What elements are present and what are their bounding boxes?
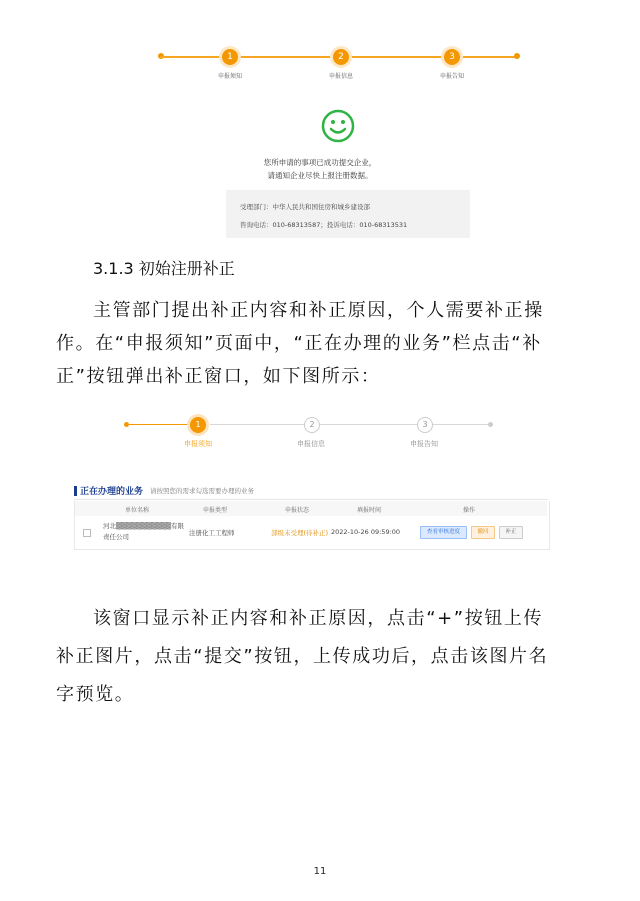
- progress-end-dot: [514, 53, 520, 59]
- unit-name-line1: 河北▒▒▒▒▒▒▒▒▒▒▒有限: [103, 522, 184, 530]
- paragraph-2-line-1: 该窗口显示补正内容和补正原因，点击“+”按钮上传: [93, 608, 544, 629]
- step-3-circle[interactable]: 3: [417, 417, 433, 433]
- paragraph-1-line-3: 正”按钮弹出补正窗口，如下图所示：: [56, 366, 381, 387]
- paragraph-1-line-2: 作。在“申报须知”页面中，“正在办理的业务”栏点击“补: [56, 333, 542, 354]
- section-title: 正在办理的业务: [80, 487, 144, 497]
- progress-track-pending: [210, 424, 490, 425]
- view-progress-button[interactable]: 查看审核进度: [420, 526, 467, 539]
- page-number: 11: [313, 866, 327, 877]
- step-1-circle[interactable]: 1: [190, 417, 206, 433]
- divider: [74, 499, 548, 500]
- col-type: 申报类型: [203, 507, 228, 514]
- row-checkbox[interactable]: [83, 529, 91, 537]
- success-message-line2: 请通知企业尽快上报注册数据。: [267, 171, 373, 180]
- step-1-circle: 1: [222, 49, 238, 65]
- section-marker: [74, 486, 77, 496]
- step-1-label: 申报须知: [217, 73, 242, 80]
- section-hint: 请按照您的需求勾选需要办理的业务: [150, 487, 254, 495]
- col-status: 申报状态: [285, 507, 310, 514]
- step-2-circle: 2: [333, 49, 349, 65]
- paragraph-1-line-1: 主管部门提出补正内容和补正原因，个人需要补正操: [93, 300, 544, 321]
- accepting-department: 受理部门：中华人民共和国住房和城乡建设部: [240, 203, 370, 211]
- progress-track-done: [128, 424, 198, 425]
- paragraph-2-line-2: 补正图片，点击“提交”按钮，上传成功后，点击该图片名: [56, 646, 549, 667]
- unit-name-line2: 责任公司: [103, 533, 129, 541]
- figure-business-list: [58, 398, 552, 558]
- table-header: [75, 501, 547, 516]
- smiley-face-icon: [321, 109, 355, 143]
- step-1-label: 申报须知: [184, 440, 212, 448]
- correction-button[interactable]: 补正: [499, 526, 523, 539]
- declaration-type: 注册化工工程师: [189, 529, 235, 537]
- status-text: 部级未受理(待补正): [271, 529, 329, 537]
- col-unit-name: 单位名称: [125, 507, 150, 514]
- col-actions: 操作: [463, 507, 476, 514]
- paragraph-2-line-3: 字预览。: [56, 684, 135, 705]
- col-time: 填报时间: [357, 507, 382, 514]
- step-2-label: 申报信息: [297, 440, 325, 448]
- withdraw-button[interactable]: 撤回: [471, 526, 495, 539]
- step-3-label: 申报告知: [410, 440, 438, 448]
- step-2-label: 申报信息: [328, 73, 353, 80]
- contact-info-box: [226, 190, 470, 238]
- section-heading: 3.1.3 初始注册补正: [93, 259, 235, 278]
- contact-phones: 咨询电话：010-68313587；投诉电话：010-68313531: [240, 221, 408, 229]
- success-message-line1: 您所申请的事项已成功提交企业，: [263, 158, 377, 167]
- business-table: [74, 501, 550, 550]
- step-3-label: 申报告知: [439, 73, 464, 80]
- step-3-circle: 3: [444, 49, 460, 65]
- step-2-circle[interactable]: 2: [304, 417, 320, 433]
- progress-end-dot: [488, 422, 493, 427]
- submit-time: 2022-10-26 09:59:00: [331, 528, 401, 536]
